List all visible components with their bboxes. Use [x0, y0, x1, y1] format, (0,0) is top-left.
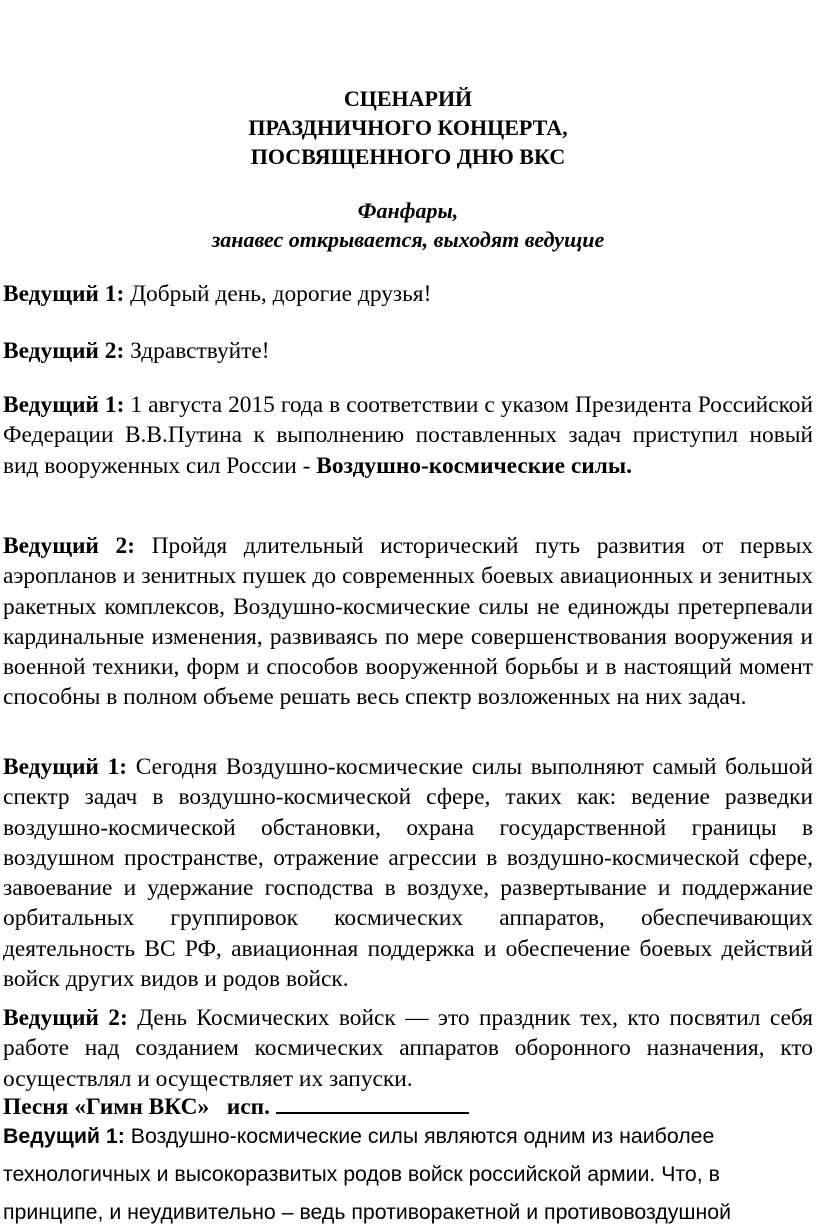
stage-direction-2: занавес открывается, выходят ведущие [211, 227, 605, 252]
song-title: Песня «Гимн ВКС» [3, 1094, 210, 1120]
speaker-label: Ведущий 1: [3, 1124, 125, 1148]
dialogue-block [3, 1003, 813, 1094]
speaker-label: Ведущий 2: [3, 533, 136, 559]
dialogue-block [3, 279, 813, 309]
dialogue-text: Здравствуйте! [124, 338, 270, 364]
dialogue-bold-text: Воздушно-космические силы. [316, 452, 632, 479]
dialogue-text: День Космических войск — это праздник тех, кто посвятил себя работе над созданием космических аппаратов оборонного назначения, кто осуществлял и осуществляет их запуски. [3, 1005, 813, 1092]
speaker-label: Ведущий 1: [3, 392, 125, 418]
speaker-label: Ведущий 2: [3, 1005, 128, 1031]
final-dialogue-block [3, 1117, 813, 1231]
speaker-label: Ведущий 2: [3, 338, 125, 364]
dialogue-block [3, 531, 813, 713]
title-line-2: ПРАЗДНИЧНОГО КОНЦЕРТА, [248, 115, 568, 140]
dialogue-text: Пройдя длительный исторический путь развития от первых аэропланов и зенитных пушек до современных боевых авиационных и зенитных ракетных комплексов, Воздушно-космические силы не единожды претерпевали кардинальные изменения, развиваясь по мере совершенствования вооружения и военной техники, форм и способов вооруженной борьбы и в настоящий момент способны в полном объеме решать весь спектр возложенных на них задач. [3, 533, 813, 711]
dialogue-block [3, 336, 813, 366]
title-line-1: СЦЕНАРИЙ [343, 86, 473, 111]
title-line-3: ПОСВЯЩЕННОГО ДНЮ ВКС [250, 144, 566, 169]
speaker-label: Ведущий 1: [3, 754, 128, 780]
dialogue-text: Воздушно-космические силы являются одним из наиболее технологичных и высокоразвитых родов войск российской армии. Что, в принципе, и неудивительно – ведь противоракетной и противовоздушной [3, 1124, 731, 1224]
dialogue-block [3, 752, 813, 994]
dialogue-text: 1 августа 2015 года в соответствии с указом Президента Российской Федерации В.В.Путина к выполнению поставленных задач приступил новый вид вооруженных сил России - [3, 392, 813, 479]
dialogue-text: Добрый день, дорогие друзья! [124, 281, 432, 307]
performer-blank [276, 1092, 469, 1114]
speaker-label: Ведущий 1: [3, 281, 125, 307]
dialogue-block [3, 390, 813, 481]
song-performer-label: исп. [226, 1094, 270, 1120]
dialogue-text: Сегодня Воздушно-космические силы выполняют самый большой спектр задач в воздушно-космической сфере, таких как: ведение разведки воздушно-космической обстановки, охрана государственной границы в воздушном пространстве, отражение агрессии в воздушно-космической сфере, завоевание и удержание господства в воздухе, развертывание и поддержание орбитальных группировок космических аппаратов, обеспечивающих деятельность ВС РФ, авиационная поддержка и обеспечение боевых действий войск других видов и родов войск. [3, 754, 813, 993]
stage-direction-1: Фанфары, [357, 198, 459, 223]
